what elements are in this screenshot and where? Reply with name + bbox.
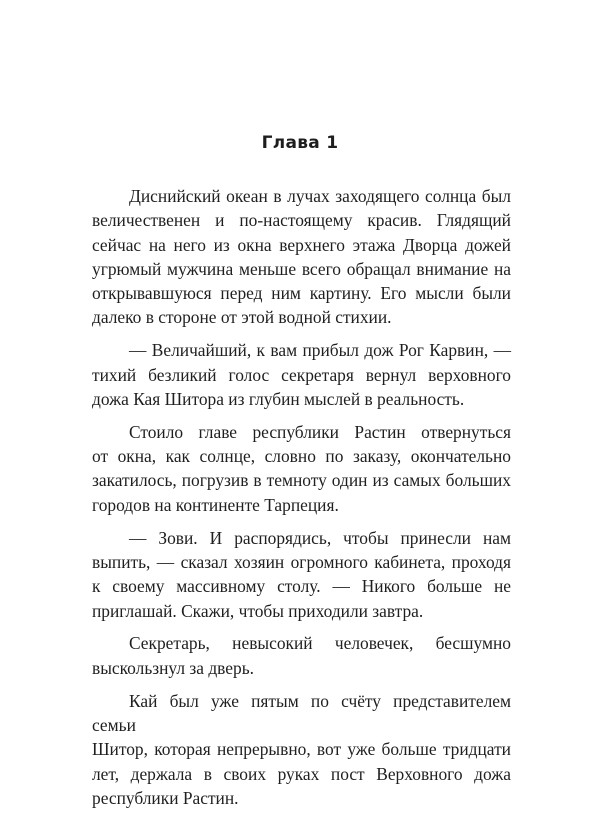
paragraph-line: тихий безликий голос секретаря вернул верховного	[92, 364, 511, 385]
paragraph-line: Диснийский океан в лучах заходящего солнца был	[129, 186, 511, 206]
paragraph-line: Секретарь, невысокий человечек, бесшумно	[129, 633, 511, 654]
paragraph-2	[92, 338, 511, 411]
paragraph-line: городов на континенте Тарпеция.	[92, 494, 339, 515]
paragraph-line: Шитор, которая непрерывно, вот уже больше тридцати	[92, 739, 511, 760]
paragraph-line: от окна, как солнце, словно по заказу, окончательно	[92, 446, 511, 467]
paragraph-line: республики Растин.	[92, 787, 239, 808]
paragraph-line: к своему массивному столу. — Никого больше не	[92, 576, 511, 597]
paragraph-4	[92, 526, 511, 623]
paragraph-line: Стоило главе республики Растин отвернуться	[129, 421, 511, 442]
paragraph-line: приглашай. Скажи, чтобы приходили завтра.	[92, 600, 424, 621]
chapter-title: Глава 1	[261, 133, 339, 153]
paragraph-line: — Зови. И распорядись, чтобы принесли нам	[129, 527, 511, 548]
paragraph-line: лет, держала в своих руках пост Верховного дожа	[92, 763, 511, 784]
paragraph-line: Кай был уже пятым по счёту представителем семьи	[92, 690, 511, 735]
chapter-body	[92, 184, 511, 819]
paragraph-line: дожа Кая Шитора из глубин мыслей в реальность.	[92, 388, 465, 409]
paragraph-line: сейчас на него из окна верхнего этажа Дворца дожей	[92, 234, 511, 255]
paragraph-line: открывавшуюся перед ним картину. Его мысли были	[92, 283, 511, 304]
paragraph-6	[92, 689, 511, 810]
paragraph-1	[92, 184, 511, 330]
paragraph-line: закатилось, погрузив в темноту один из самых больших	[92, 470, 511, 491]
paragraph-5	[92, 631, 511, 680]
paragraph-line: далеко в стороне от этой водной стихии.	[92, 307, 392, 328]
paragraph-3	[92, 420, 511, 517]
paragraph-line: величественен и по-настоящему красив. Глядящий	[92, 210, 511, 231]
paragraph-line: — Величайший, к вам прибыл дож Рог Карвин, —	[129, 340, 511, 361]
paragraph-line: выпить, — сказал хозяин огромного кабинета, проходя	[92, 551, 511, 572]
paragraph-line: выскользнул за дверь.	[92, 657, 254, 678]
paragraph-line: угрюмый мужчина меньше всего обращал внимание на	[92, 258, 511, 279]
